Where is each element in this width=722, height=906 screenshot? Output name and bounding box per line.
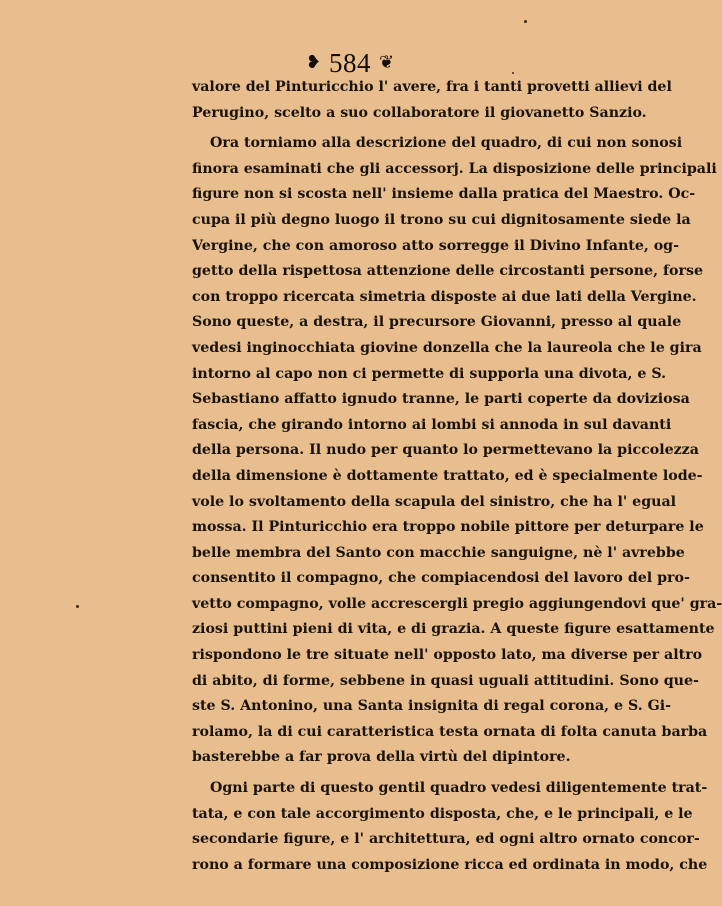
text-line: getto della rispettosa attenzione delle circostanti persone, forse	[192, 263, 704, 280]
text-line: rono a formare una composizione ricca ed ordinata in modo, che	[192, 856, 708, 873]
left-ornament-icon: ❥	[305, 52, 321, 73]
text-line: intorno al capo non ci permette di supporla una divota, e S.	[192, 365, 667, 382]
text-line: ziosi puttini pieni di vita, e di grazia. A queste figure esattamente	[192, 621, 715, 638]
text-line: con troppo ricercata simetria disposte ai due lati della Vergine.	[192, 288, 697, 305]
page-number: 584	[329, 47, 371, 78]
text-line: belle membra del Santo con macchie sanguigne, nè l' avrebbe	[192, 544, 685, 561]
text-line: Ora torniamo alla descrizione del quadro, di cui non sonosi	[210, 135, 683, 152]
paper-speck	[76, 605, 79, 608]
paper-speck	[512, 72, 514, 74]
paper-speck	[524, 20, 527, 23]
text-line: Sono queste, a destra, il precursore Giovanni, presso al quale	[192, 314, 682, 331]
text-line: della dimensione è dottamente trattato, ed è specialmente lode-	[192, 467, 703, 484]
text-line: Perugino, scelto a suo collaboratore il giovanetto Sanzio.	[192, 104, 647, 121]
paragraph	[192, 131, 722, 771]
text-line: vedesi inginocchiata giovine donzella che la laureola che le gira	[192, 339, 702, 356]
text-line: valore del Pinturicchio l' avere, fra i tanti provetti allievi del	[192, 79, 672, 95]
text-line: della persona. Il nudo per quanto lo permettevano la piccolezza	[192, 442, 699, 459]
text-line: vetto compagno, volle accrescergli pregio aggiungendovi que' gra-	[192, 595, 722, 612]
paragraph	[192, 776, 708, 878]
text-line: secondarie figure, e l' architettura, ed ogni altro ornato concor-	[192, 831, 700, 848]
text-line: cupa il più degno luogo il trono su cui dignitosamente siede la	[192, 211, 691, 228]
text-line: mossa. Il Pinturicchio era troppo nobile pittore per deturpare le	[192, 519, 704, 536]
text-line: Ogni parte di questo gentil quadro vedesi diligentemente trat-	[210, 780, 708, 797]
text-line: Vergine, che con amoroso atto sorregge il Divino Infante, og-	[192, 237, 679, 254]
text-line: basterebbe a far prova della virtù del dipintore.	[192, 749, 571, 766]
paragraph	[192, 75, 672, 126]
text-line: fascia, che girando intorno ai lombi si annoda in sul davanti	[192, 416, 672, 433]
text-line: figure non si scosta nell' insieme dalla pratica del Maestro. Oc-	[192, 186, 696, 203]
body-text	[192, 75, 722, 878]
text-line: di abito, di forme, sebbene in quasi uguali attitudini. Sono que-	[192, 672, 699, 689]
text-line: Sebastiano affatto ignudo tranne, le parti coperte da doviziosa	[192, 391, 690, 408]
text-line: rispondono le tre situate nell' opposto lato, ma diverse per altro	[192, 647, 703, 664]
text-line: vole lo svoltamento della scapula del sinistro, che ha l' egual	[192, 493, 677, 510]
text-line: consentito il compagno, che compiacendosi del lavoro del pro-	[192, 570, 690, 587]
text-line: rolamo, la di cui caratteristica testa ornata di folta canuta barba	[192, 723, 708, 740]
right-ornament-icon: ❦	[379, 52, 395, 73]
text-line: tata, e con tale accorgimento disposta, che, e le principali, e le	[192, 805, 693, 822]
text-line: finora esaminati che gli accessorj. La disposizione delle principali	[192, 160, 717, 177]
text-line: ste S. Antonino, una Santa insignita di regal corona, e S. Gi-	[192, 698, 672, 715]
